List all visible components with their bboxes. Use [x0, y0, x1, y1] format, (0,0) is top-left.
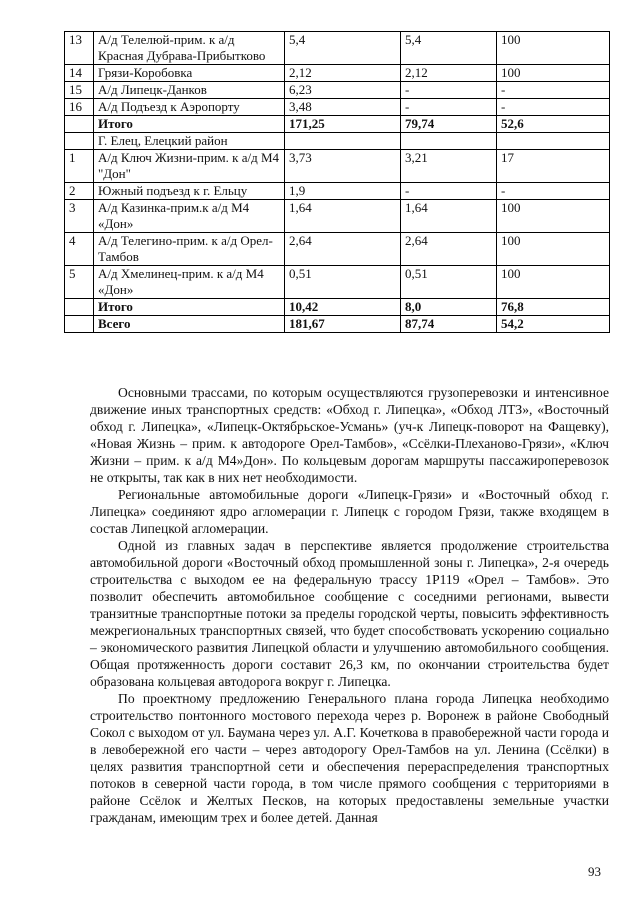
- table-cell-c3: 181,67: [285, 316, 401, 333]
- body-text: [90, 384, 609, 826]
- table-cell-c5: 100: [497, 32, 610, 65]
- table-cell-no: 13: [65, 32, 94, 65]
- table-cell-c4: -: [401, 183, 497, 200]
- paragraph-regional-roads: Региональные автомобильные дороги «Липецк-Грязи» и «Восточный обход г. Липецка» соединяют ядро агломерации г. Липецк с городом Грязи, также входящем в состав Липецкой агломерации.: [90, 487, 609, 536]
- table-row: [65, 150, 610, 183]
- table-row: [65, 32, 610, 65]
- table-cell-c5: 17: [497, 150, 610, 183]
- table-cell-c5: -: [497, 99, 610, 116]
- table-cell-name: А/д Казинка-прим.к а/д М4 «Дон»: [94, 200, 285, 233]
- table-cell-c5: 54,2: [497, 316, 610, 333]
- table-cell-c5: 100: [497, 200, 610, 233]
- table-cell-c3: 10,42: [285, 299, 401, 316]
- table-cell-no: [65, 133, 94, 150]
- table-cell-c4: 1,64: [401, 200, 497, 233]
- paragraph-eastern-bypass: Одной из главных задач в перспективе является продолжение строительства автомобильной дороги «Восточный обход промышленной зоны г. Липецка», 2-я очередь строительства с выходом ее на федеральную трассу 1Р119 «Орел – Тамбов». Это позволит обеспечить автомобильное сообщение с соседними регионами, вывести транзитные транспортные потоки за пределы городской черты, повысить эффективность межрегиональных транспортных связей, что будет способствовать ускорению социально – экономического развития Липецкой области и улучшению автомобильного сообщения. Общая протяженность дороги составит 26,3 км, по окончании строительства будет образована кольцевая автодорога вокруг г. Липецка.: [90, 538, 609, 689]
- table-row: [65, 133, 610, 150]
- paragraph-main-routes: Основными трассами, по которым осуществляются грузоперевозки и интенсивное движение иных транспортных средств: «Обход г. Липецка», «Обход ЛТЗ», «Восточный обход г. Липецка», «Липецк-Октябрьское-Усмань» (уч-к Липецк-поворот на Фащевку), «Новая Жизнь – прим. к автодороге Орел-Тамбов», «Ссёлки-Плеханово-Грязи», «Ключ Жизни – прим. к а/д М4»Дон». По кольцевым дорогам маршруты пассажироперевозок не открыты, так как в них нет необходимости.: [90, 385, 609, 485]
- table-cell-no: 16: [65, 99, 94, 116]
- table-row: [65, 99, 610, 116]
- table-cell-c3: 2,12: [285, 65, 401, 82]
- table-cell-name: А/д Липецк-Данков: [94, 82, 285, 99]
- table-cell-c5: -: [497, 183, 610, 200]
- table-cell-c3: 3,48: [285, 99, 401, 116]
- table-cell-no: 3: [65, 200, 94, 233]
- table-cell-no: 1: [65, 150, 94, 183]
- table-cell-c4: [401, 133, 497, 150]
- table-cell-c5: [497, 133, 610, 150]
- table-cell-c3: 1,9: [285, 183, 401, 200]
- table-cell-no: 5: [65, 266, 94, 299]
- table-cell-c3: 1,64: [285, 200, 401, 233]
- table-cell-c4: 0,51: [401, 266, 497, 299]
- table-row: [65, 82, 610, 99]
- table-cell-name: Южный подъезд к г. Ельцу: [94, 183, 285, 200]
- table-cell-c3: 171,25: [285, 116, 401, 133]
- table-cell-c5: 100: [497, 65, 610, 82]
- table-cell-name: Итого: [94, 299, 285, 316]
- table-cell-name: А/д Телегино-прим. к а/д Орел-Тамбов: [94, 233, 285, 266]
- table-row: [65, 183, 610, 200]
- table-cell-c4: 2,64: [401, 233, 497, 266]
- table-cell-c5: 76,8: [497, 299, 610, 316]
- table-cell-c3: 6,23: [285, 82, 401, 99]
- table-cell-name: Грязи-Коробовка: [94, 65, 285, 82]
- table-cell-c3: 0,51: [285, 266, 401, 299]
- table-cell-c4: 2,12: [401, 65, 497, 82]
- table-row: [65, 65, 610, 82]
- page-number: 93: [588, 864, 601, 879]
- table-cell-c4: 8,0: [401, 299, 497, 316]
- table-cell-no: [65, 316, 94, 333]
- table-cell-c5: 100: [497, 233, 610, 266]
- table-cell-c3: 2,64: [285, 233, 401, 266]
- table-cell-name: Всего: [94, 316, 285, 333]
- table-row: [65, 200, 610, 233]
- table-row: [65, 316, 610, 333]
- table-row: [65, 233, 610, 266]
- table-cell-no: [65, 116, 94, 133]
- table-cell-c4: 5,4: [401, 32, 497, 65]
- roads-table-body: [65, 32, 610, 333]
- roads-table: [64, 31, 610, 333]
- table-cell-c3: 3,73: [285, 150, 401, 183]
- table-cell-c4: 79,74: [401, 116, 497, 133]
- table-cell-name: А/д Хмелинец-прим. к а/д М4 «Дон»: [94, 266, 285, 299]
- table-cell-name: А/д Ключ Жизни-прим. к а/д М4 "Дон": [94, 150, 285, 183]
- table-cell-c5: 100: [497, 266, 610, 299]
- table-cell-no: 4: [65, 233, 94, 266]
- table-cell-c4: 87,74: [401, 316, 497, 333]
- table-cell-name: А/д Подъезд к Аэропорту: [94, 99, 285, 116]
- table-cell-name: Г. Елец, Елецкий район: [94, 133, 285, 150]
- table-row: [65, 266, 610, 299]
- table-cell-c3: [285, 133, 401, 150]
- table-cell-no: 15: [65, 82, 94, 99]
- table-cell-c5: 52,6: [497, 116, 610, 133]
- table-cell-c4: -: [401, 99, 497, 116]
- table-row: [65, 299, 610, 316]
- table-cell-c4: -: [401, 82, 497, 99]
- table-cell-no: [65, 299, 94, 316]
- table-cell-c5: -: [497, 82, 610, 99]
- table-cell-c4: 3,21: [401, 150, 497, 183]
- table-row: [65, 116, 610, 133]
- table-cell-name: А/д Телелюй-прим. к а/д Красная Дубрава-Прибытково: [94, 32, 285, 65]
- table-cell-no: 2: [65, 183, 94, 200]
- table-cell-name: Итого: [94, 116, 285, 133]
- paragraph-pontoon-bridge: По проектному предложению Генерального плана города Липецка необходимо строительство понтонного мостового перехода через р. Воронеж в районе Свободный Сокол с выходом от ул. Баумана через ул. А.Г. Кочеткова в правобережной части города и в левобережной его части – через автодорогу Орел-Тамбов на ул. Ленина (Ссёлки) в целях развития транспортной сети и обеспечения перераспределения транспортных потоков в северной части города, в том числе прямого сообщения с территориями в районе Ссёлок и Желтых Песков, на которых предоставлены земельные участки гражданам, имеющим трех и более детей. Данная: [90, 691, 609, 825]
- table-cell-c3: 5,4: [285, 32, 401, 65]
- table-cell-no: 14: [65, 65, 94, 82]
